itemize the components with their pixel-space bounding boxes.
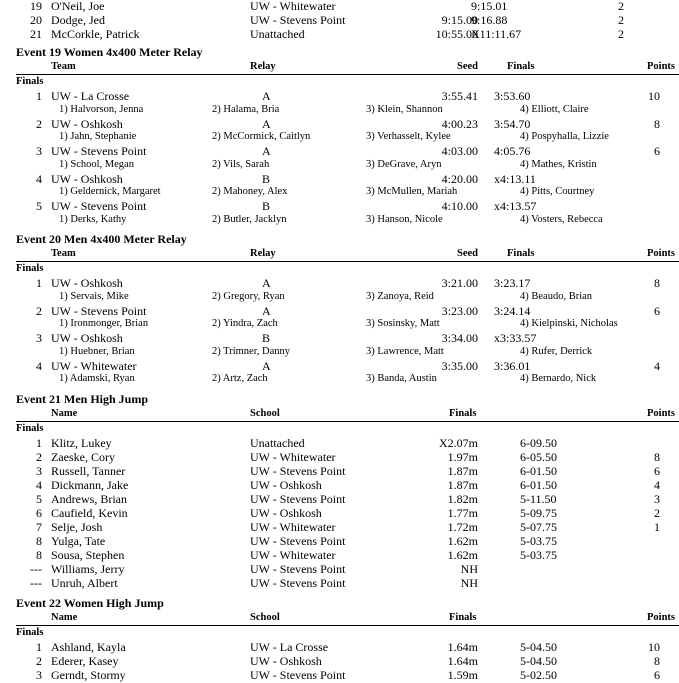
- finals-label: Finals: [16, 423, 44, 434]
- athlete-name: McCorkle, Patrick: [51, 27, 140, 41]
- final-mark: 1.72m: [447, 520, 478, 534]
- col-finals: Finals: [449, 408, 477, 419]
- athlete-name: Williams, Jerry: [51, 562, 125, 576]
- seed-time: 9:15.00: [441, 13, 478, 27]
- final-mark: X2.07m: [439, 436, 478, 450]
- relay-member: 4) Elliott, Claire: [520, 103, 589, 115]
- relay-letter: A: [262, 276, 271, 290]
- athlete-name: Andrews, Brian: [51, 492, 127, 506]
- athlete-name: Ashland, Kayla: [51, 640, 126, 654]
- col-finals: Finals: [507, 248, 535, 259]
- header-underline: [16, 421, 679, 422]
- relay-member: 2) Gregory, Ryan: [212, 290, 285, 302]
- place: 3: [36, 331, 42, 346]
- relay-member: 4) Kielpinski, Nicholas: [520, 318, 618, 330]
- final-time: 3:54.70: [494, 116, 531, 131]
- athlete-name: Klitz, Lukey: [51, 436, 112, 450]
- relay-member: 1) Jahn, Stephanie: [59, 131, 137, 143]
- place: 4: [36, 478, 42, 492]
- school: Unattached: [250, 436, 305, 450]
- relay-member: 1) Geldernick, Margaret: [59, 186, 161, 198]
- event-title: Event 20 Men 4x400 Meter Relay: [16, 232, 187, 246]
- school: UW - Stevens Point: [250, 492, 346, 506]
- final-time: 9:15.01: [471, 0, 508, 13]
- relay-member: 2) McCormick, Caitlyn: [212, 131, 311, 143]
- col-relay: Relay: [250, 61, 276, 72]
- points: 4: [654, 478, 660, 492]
- seed-time: 3:35.00: [441, 358, 478, 373]
- col-points: Points: [646, 61, 675, 72]
- converted-mark: 5-02.50: [520, 668, 557, 682]
- place: 1: [36, 640, 42, 654]
- final-mark: 1.77m: [447, 506, 478, 520]
- team: UW - Stevens Point: [51, 303, 147, 318]
- athlete-name: Zaeske, Cory: [51, 450, 115, 464]
- relay-member: 2) Vils, Sarah: [212, 158, 270, 170]
- team: UW - Stevens Point: [51, 144, 147, 159]
- finals-label: Finals: [16, 627, 44, 638]
- place: 2: [36, 116, 42, 131]
- relay-member: 3) Zanoya, Reid: [366, 290, 434, 302]
- relay-member: 3) Banda, Austin: [366, 373, 437, 385]
- relay-member: 2) Mahoney, Alex: [212, 186, 288, 198]
- athlete-name: Sousa, Stephen: [51, 548, 125, 562]
- relay-member: 4) Vosters, Rebecca: [520, 213, 603, 225]
- place: 5: [36, 199, 42, 214]
- final-mark: NH: [460, 562, 478, 576]
- relay-letter: B: [262, 171, 271, 186]
- converted-mark: 5-11.50: [520, 492, 557, 506]
- points: 1: [654, 520, 660, 534]
- final-time: x3:33.57: [494, 331, 537, 346]
- team: UW - Oshkosh: [51, 171, 123, 186]
- final-mark: 1.64m: [447, 640, 478, 654]
- header-underline: [16, 261, 679, 262]
- place: 2: [36, 450, 42, 464]
- points: 2: [618, 27, 624, 41]
- school: UW - Stevens Point: [250, 562, 346, 576]
- school: UW - Whitewater: [250, 548, 336, 562]
- place: ---: [30, 562, 42, 576]
- final-time: x4:13.57: [494, 199, 537, 214]
- place: 20: [30, 13, 42, 27]
- points: 8: [654, 276, 660, 290]
- final-mark: 1.64m: [447, 654, 478, 668]
- athlete-name: Selje, Josh: [51, 520, 103, 534]
- col-relay: Relay: [250, 248, 276, 259]
- converted-mark: 6-05.50: [520, 450, 557, 464]
- relay-member: 4) Beaudo, Brian: [520, 290, 593, 302]
- relay-letter: B: [262, 199, 271, 214]
- final-mark: 1.87m: [447, 478, 478, 492]
- converted-mark: 6-01.50: [520, 478, 557, 492]
- relay-member: 1) School, Megan: [59, 158, 134, 170]
- place: ---: [30, 576, 42, 590]
- points: 10: [648, 89, 660, 103]
- athlete-name: O'Neil, Joe: [51, 0, 105, 13]
- relay-letter: A: [262, 303, 271, 318]
- seed-time: 4:10.00: [441, 199, 478, 214]
- school: UW - Stevens Point: [250, 13, 346, 27]
- relay-member: 2) Yindra, Zach: [212, 318, 278, 330]
- seed-time: 3:23.00: [441, 303, 478, 318]
- place: 8: [36, 534, 42, 548]
- points: 6: [654, 464, 660, 478]
- school: UW - La Crosse: [250, 640, 329, 654]
- relay-member: 3) Sosinsky, Matt: [366, 318, 440, 330]
- relay-member: 2) Artz, Zach: [212, 373, 268, 385]
- col-points: Points: [646, 248, 675, 259]
- converted-mark: 5-09.75: [520, 506, 557, 520]
- col-name: Name: [51, 408, 78, 419]
- finals-label: Finals: [16, 263, 44, 274]
- col-seed: Seed: [457, 61, 478, 72]
- relay-member: 2) Butler, Jacklyn: [212, 213, 287, 225]
- place: 1: [36, 89, 42, 103]
- relay-letter: B: [262, 331, 271, 346]
- school: UW - Oshkosh: [250, 506, 322, 520]
- header-underline: [16, 74, 679, 75]
- relay-member: 1) Servais, Mike: [59, 290, 129, 302]
- place: 2: [36, 654, 42, 668]
- relay-member: 4) Pospyhalla, Lizzie: [520, 131, 609, 143]
- athlete-name: Caufield, Kevin: [51, 506, 128, 520]
- final-mark: 1.62m: [447, 548, 478, 562]
- event-title: Event 21 Men High Jump: [16, 392, 149, 406]
- points: 2: [654, 506, 660, 520]
- col-points: Points: [646, 612, 675, 623]
- final-time: 3:23.17: [494, 276, 531, 290]
- points: 6: [654, 144, 660, 159]
- points: 8: [654, 450, 660, 464]
- seed-time: 3:21.00: [441, 276, 478, 290]
- athlete-name: Dickmann, Jake: [51, 478, 129, 492]
- relay-member: 2) Trimner, Danny: [212, 345, 291, 357]
- converted-mark: 6-01.50: [520, 464, 557, 478]
- relay-member: 4) Rufer, Derrick: [520, 345, 593, 357]
- relay-member: 1) Derks, Kathy: [59, 213, 127, 225]
- points: 10: [648, 640, 660, 654]
- place: 21: [30, 27, 42, 41]
- place: 4: [36, 358, 42, 373]
- school: Unattached: [250, 27, 305, 41]
- relay-member: 3) DeGrave, Aryn: [366, 158, 442, 170]
- event-title: Event 22 Women High Jump: [16, 596, 164, 610]
- converted-mark: 5-04.50: [520, 640, 557, 654]
- points: 4: [654, 358, 660, 373]
- seed-time: 10:55.00: [435, 27, 478, 41]
- relay-member: 4) Pitts, Courtney: [520, 186, 595, 198]
- converted-mark: 6-09.50: [520, 436, 557, 450]
- points: 6: [654, 668, 660, 682]
- place: 8: [36, 548, 42, 562]
- relay-letter: A: [262, 144, 271, 159]
- col-team: Team: [51, 248, 76, 259]
- school: UW - Whitewater: [250, 0, 336, 13]
- school: UW - Whitewater: [250, 520, 336, 534]
- final-time: 3:36.01: [494, 358, 531, 373]
- team: UW - La Crosse: [51, 89, 130, 103]
- col-seed: Seed: [457, 248, 478, 259]
- athlete-name: Russell, Tanner: [51, 464, 126, 478]
- event-title: Event 19 Women 4x400 Meter Relay: [16, 45, 203, 59]
- points: 6: [654, 303, 660, 318]
- col-team: Team: [51, 61, 76, 72]
- place: 3: [36, 464, 42, 478]
- school: UW - Oshkosh: [250, 478, 322, 492]
- header-underline: [16, 625, 679, 626]
- relay-member: 4) Bernardo, Nick: [520, 373, 597, 385]
- final-mark: 1.87m: [447, 464, 478, 478]
- athlete-name: Dodge, Jed: [51, 13, 105, 27]
- col-finals: Finals: [507, 61, 535, 72]
- place: 7: [36, 520, 42, 534]
- points: 2: [618, 13, 624, 27]
- school: UW - Oshkosh: [250, 654, 322, 668]
- athlete-name: Gerndt, Stormy: [51, 668, 126, 682]
- relay-member: 3) Klein, Shannon: [366, 103, 443, 115]
- points: 2: [618, 0, 624, 13]
- points: 8: [654, 116, 660, 131]
- school: UW - Stevens Point: [250, 464, 346, 478]
- team: UW - Stevens Point: [51, 199, 147, 214]
- points: 8: [654, 654, 660, 668]
- relay-member: 1) Halvorson, Jenna: [59, 103, 144, 115]
- seed-time: 3:34.00: [441, 331, 478, 346]
- converted-mark: 5-03.75: [520, 548, 557, 562]
- place: 3: [36, 144, 42, 159]
- relay-member: 3) Hanson, Nicole: [366, 213, 443, 225]
- points: 3: [654, 492, 660, 506]
- athlete-name: Yulga, Tate: [51, 534, 106, 548]
- school: UW - Stevens Point: [250, 576, 346, 590]
- seed-time: 4:20.00: [441, 171, 478, 186]
- school: UW - Stevens Point: [250, 534, 346, 548]
- team: UW - Oshkosh: [51, 116, 123, 131]
- col-school: School: [250, 612, 280, 623]
- relay-member: 3) Verhasselt, Kylee: [366, 131, 451, 143]
- athlete-name: Ederer, Kasey: [51, 654, 119, 668]
- relay-member: 1) Ironmonger, Brian: [59, 318, 149, 330]
- relay-member: 4) Mathes, Kristin: [520, 158, 597, 170]
- final-mark: NH: [460, 576, 478, 590]
- place: 5: [36, 492, 42, 506]
- relay-letter: A: [262, 89, 271, 103]
- relay-member: 1) Adamski, Ryan: [59, 373, 135, 385]
- final-time: 4:05.76: [494, 144, 531, 159]
- final-mark: 1.62m: [447, 534, 478, 548]
- place: 2: [36, 303, 42, 318]
- col-finals: Finals: [449, 612, 477, 623]
- converted-mark: 5-03.75: [520, 534, 557, 548]
- final-time: 3:53.60: [494, 89, 531, 103]
- place: 6: [36, 506, 42, 520]
- school: UW - Stevens Point: [250, 668, 346, 682]
- relay-member: 2) Halama, Bria: [212, 103, 280, 115]
- seed-time: 4:03.00: [441, 144, 478, 159]
- place: 1: [36, 276, 42, 290]
- place: 1: [36, 436, 42, 450]
- place: 19: [30, 0, 42, 13]
- relay-letter: A: [262, 358, 271, 373]
- seed-time: 4:00.23: [441, 116, 478, 131]
- finals-label: Finals: [16, 76, 44, 87]
- final-mark: 1.59m: [447, 668, 478, 682]
- final-mark: 1.82m: [447, 492, 478, 506]
- team: UW - Whitewater: [51, 358, 137, 373]
- final-mark: 1.97m: [447, 450, 478, 464]
- school: UW - Whitewater: [250, 450, 336, 464]
- relay-member: 1) Huebner, Brian: [59, 345, 135, 357]
- col-points: Points: [646, 408, 675, 419]
- converted-mark: 5-07.75: [520, 520, 557, 534]
- col-name: Name: [51, 612, 78, 623]
- converted-mark: 5-04.50: [520, 654, 557, 668]
- relay-letter: A: [262, 116, 271, 131]
- final-time: 9:16.88: [471, 13, 508, 27]
- athlete-name: Unruh, Albert: [51, 576, 118, 590]
- seed-time: 3:55.41: [441, 89, 478, 103]
- final-time: X11:11.67: [471, 27, 522, 41]
- place: 4: [36, 171, 42, 186]
- team: UW - Oshkosh: [51, 276, 123, 290]
- final-time: 3:24.14: [494, 303, 531, 318]
- team: UW - Oshkosh: [51, 331, 123, 346]
- place: 3: [36, 668, 42, 682]
- col-school: School: [250, 408, 280, 419]
- final-time: x4:13.11: [494, 171, 536, 186]
- relay-member: 3) Lawrence, Matt: [366, 345, 444, 357]
- relay-member: 3) McMullen, Mariah: [366, 186, 458, 198]
